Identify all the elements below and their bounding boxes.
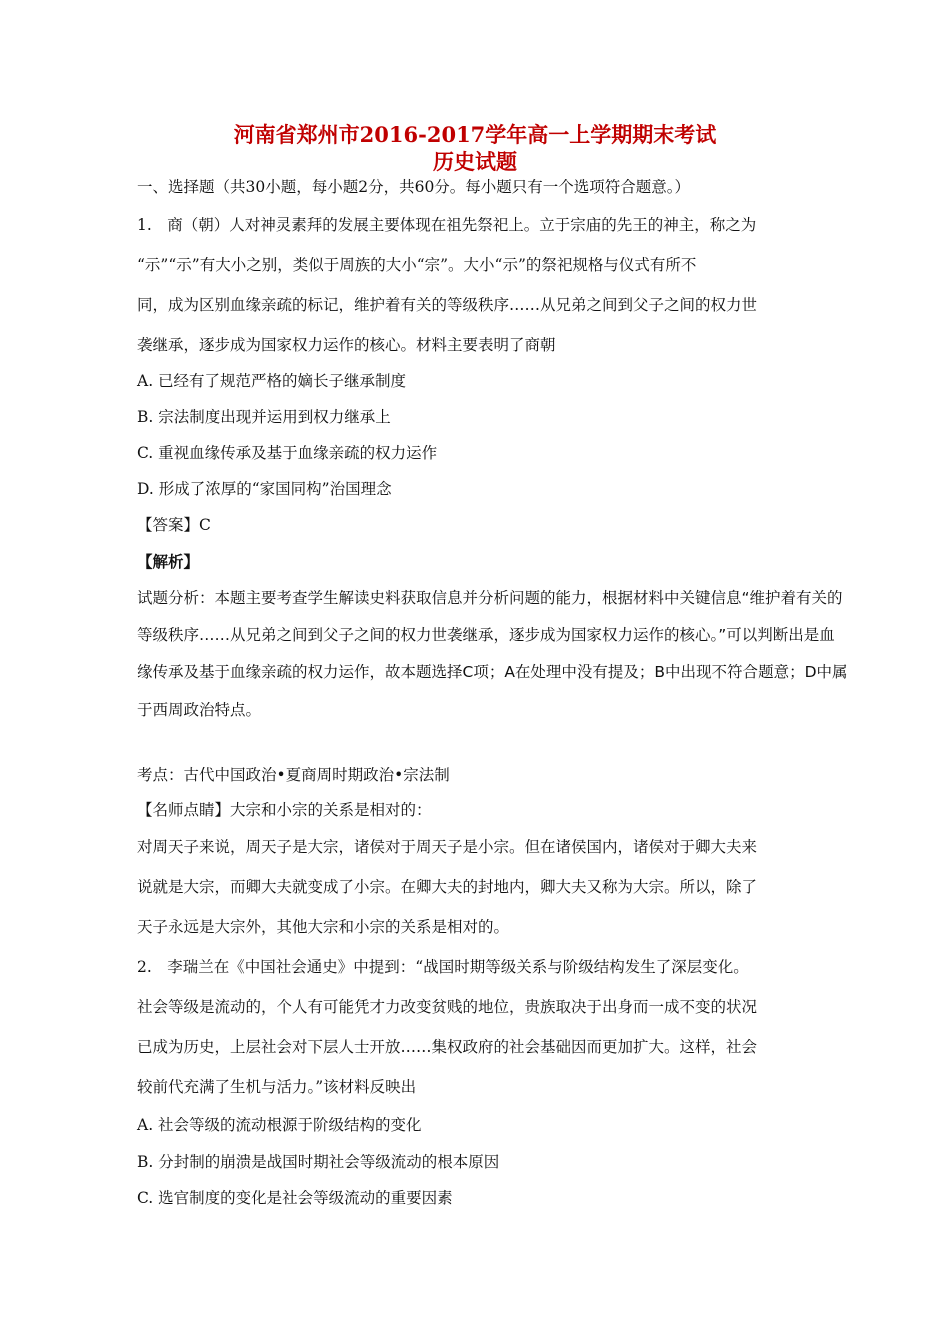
q1-option-a: A. 已经有了规范严格的嫡长子继承制度	[137, 372, 407, 390]
q1-option-b: B. 宗法制度出现并运用到权力继承上	[137, 408, 391, 426]
q1-option-c: C. 重视血缘传承及基于血缘亲疏的权力运作	[137, 444, 438, 462]
document-title: 河南省郑州市2016-2017学年高一上学期期末考试	[233, 122, 717, 147]
q1-option-d: D. 形成了浓厚的“家国同构”治国理念	[137, 480, 392, 498]
q2-stem-line: 已成为历史，上层社会对下层人士开放……集权政府的社会基础因而更加扩大。这样，社会	[137, 1038, 758, 1056]
q1-stem-line: “示”“示”有大小之别，类似于周族的大小“宗”。大小“示”的祭祀规格与仪式有所不	[137, 256, 697, 274]
q1-analysis-line: 等级秩序……从兄弟之间到父子之间的权力世袭继承，逐步成为国家权力运作的核心。”可以判断出是血	[137, 626, 835, 644]
q1-analysis-heading: 【解析】	[137, 552, 200, 571]
q2-option-b: B. 分封制的崩溃是战国时期社会等级流动的根本原因	[137, 1153, 500, 1171]
q1-tip-line: 对周天子来说，周天子是大宗，诸侯对于周天子是小宗。但在诸侯国内，诸侯对于卿大夫来	[137, 838, 758, 856]
q1-stem-line: 1. 商（朝）人对神灵素拜的发展主要体现在祖先祭祀上。立于宗庙的先王的神主，称之为	[137, 216, 757, 234]
q1-answer: 【答案】C	[137, 516, 211, 534]
q1-tip-heading: 【名师点睛】大宗和小宗的关系是相对的：	[137, 801, 432, 819]
q1-tip-line: 说就是大宗，而卿大夫就变成了小宗。在卿大夫的封地内，卿大夫又称为大宗。所以，除了	[137, 878, 758, 896]
document-subtitle: 历史试题	[433, 149, 517, 174]
q1-analysis-line: 试题分析：本题主要考查学生解读史料获取信息并分析问题的能力，根据材料中关键信息“维护着有关的	[137, 589, 843, 607]
q1-tip-line: 天子永远是大宗外，其他大宗和小宗的关系是相对的。	[137, 918, 510, 936]
q2-option-a: A. 社会等级的流动根源于阶级结构的变化	[137, 1116, 422, 1134]
q2-stem-line: 社会等级是流动的，个人有可能凭才力改变贫贱的地位，贵族取决于出身而一成不变的状况	[137, 998, 758, 1016]
section-heading: 一、选择题（共30小题，每小题2分，共60分。每小题只有一个选项符合题意。）	[137, 178, 691, 196]
q1-analysis-line: 缘传承及基于血缘亲疏的权力运作，故本题选择C项；A在处理中没有提及；B中出现不符合题意；D中属	[137, 663, 848, 681]
q2-option-c: C. 选官制度的变化是社会等级流动的重要因素	[137, 1189, 453, 1207]
q1-stem-line: 同，成为区别血缘亲疏的标记，维护着有关的等级秩序……从兄弟之间到父子之间的权力世	[137, 296, 758, 314]
q1-stem-line: 袭继承，逐步成为国家权力运作的核心。材料主要表明了商朝	[137, 336, 556, 354]
q1-kaodian: 考点：古代中国政治•夏商周时期政治•宗法制	[137, 766, 450, 784]
q1-analysis-line: 于西周政治特点。	[137, 701, 262, 719]
q2-stem-line: 较前代充满了生机与活力。”该材料反映出	[137, 1078, 417, 1096]
q2-stem-line: 2. 李瑞兰在《中国社会通史》中提到：“战国时期等级关系与阶级结构发生了深层变化。	[137, 958, 749, 976]
